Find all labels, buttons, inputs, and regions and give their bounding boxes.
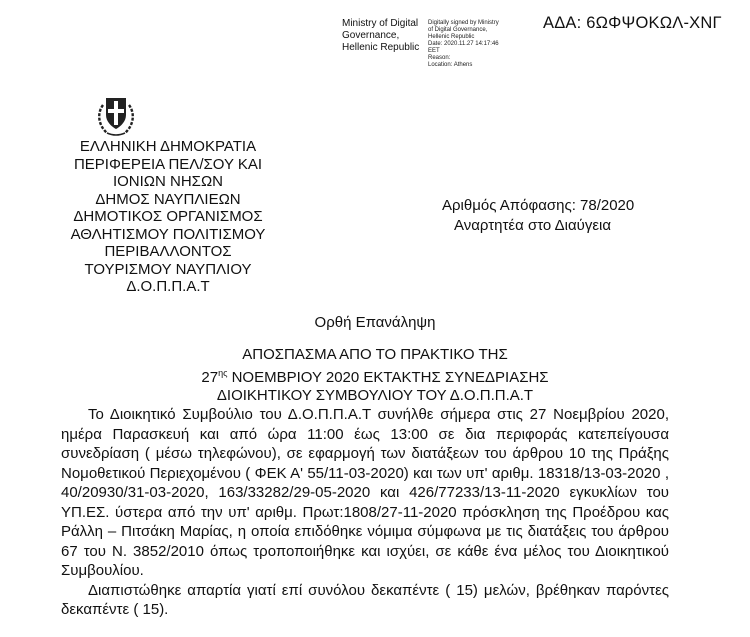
authority-line: Δ.Ο.Π.Π.Α.Τ (126, 278, 210, 295)
body-paragraph-1: Το Διοικητικό Συμβούλιο του Δ.Ο.Π.Π.Α.Τ συνήλθε σήμερα στις 27 Νοεμβρίου 2020, ημέρα Παρασκευή και από ώρα 11:00 έως 13:00 σε δια περιφοράς κατεπείγουσα συνεδρίαση ( μέσω τηλεφώνου), σε εφαρμογή των διατάξεων του άρθρου 10 της Πράξης Νομοθετικού Περιεχομένου ( ΦΕΚ Α' 55/11-03-2020) και των υπ' αριθμ. 18318/13-03-2020 , 40/20930/31-03-2020, 163/33282/29-05-2020 και 426/77233/13-11-2020 εγκυκλίων του ΥΠ.ΕΣ. ύστερα από την υπ' αριθμ. Πρωτ:1808/27-11-2020 πρόσκληση της Προέδρου κας Ράλλη – Πιτσάκη Μαρίας, η οποία επιδόθηκε νόμιμα σύμφωνα με τις διατάξεις του άρθρου 67 του Ν. 3852/2010 όπως τροποποιήθηκε και ισχύει, σε κάθε ένα μέλος του Διοικητικού Συμβουλίου. (61, 406, 669, 579)
authority-line: ΑΘΛΗΤΙΣΜΟΥ ΠΟΛΙΤΙΣΜΟΥ (70, 225, 266, 243)
heading-line-2 (0, 364, 750, 387)
signer-line: Ministry of Digital (342, 18, 419, 29)
signer-line: Governance, (342, 30, 400, 41)
signature-detail-line: Date: 2020.11.27 14:17:46 (428, 41, 499, 47)
heading-line-2-rest: ΝΟΕΜΒΡΙΟΥ 2020 ΕΚΤΑΚΤΗΣ ΣΥΝΕΔΡΙΑΣΗΣ (227, 369, 549, 386)
authority-line: ΔΗΜΟΤΙΚΟΣ ΟΡΓΑΝΙΣΜΟΣ (73, 208, 263, 225)
body-paragraph-2: Διαπιστώθηκε απαρτία γιατί επί συνόλου δεκαπέντε ( 15) μελών, βρέθηκαν παρόντες δεκαπέντε ( 15). (61, 581, 669, 618)
ada-code: ΑΔΑ: 6ΩΦΨΟΚΩΛ-ΧΝΓ (543, 14, 722, 32)
posting-note: Αναρτητέα στο Διαύγεια (454, 217, 612, 234)
signature-detail-line: Location: Athens (428, 62, 473, 68)
signature-detail-line: Digitally signed by Ministry (428, 20, 499, 26)
heading-ordinal-suffix: ης (218, 368, 228, 378)
digital-signature-signer (342, 18, 427, 54)
heading-day: 27 (201, 369, 219, 386)
signer-line: Hellenic Republic (342, 42, 420, 53)
heading-line-1: ΑΠΟΣΠΑΣΜΑ ΑΠΟ ΤΟ ΠΡΑΚΤΙΚΟ ΤΗΣ (242, 346, 508, 363)
decision-info (442, 196, 662, 236)
signature-detail-line: EET (428, 48, 440, 54)
authority-line: ΙΟΝΙΩΝ ΝΗΣΩΝ (112, 173, 224, 190)
signature-detail-line: Reason: (428, 55, 451, 61)
authority-line: ΠΕΡΙΦΕΡΕΙΑ ΠΕΛ/ΣΟΥ ΚΑΙ (73, 155, 263, 173)
heading-line-3: ΔΙΟΙΚΗΤΙΚΟΥ ΣΥΜΒΟΥΛΙΟΥ ΤΟΥ Δ.Ο.Π.Π.Α.Τ (216, 387, 534, 404)
correction-title: Ορθή Επανάληψη (314, 314, 436, 331)
excerpt-heading (0, 346, 750, 405)
signature-detail-line: of Digital Governance, (428, 27, 488, 33)
signature-detail-line: Hellenic Republic (428, 34, 475, 40)
authority-line: ΠΕΡΙΒΑΛΛΟΝΤΟΣ (104, 243, 232, 260)
decision-number: Αριθμός Απόφασης: 78/2020 (442, 197, 635, 214)
document-body (61, 405, 669, 620)
authority-line: ΕΛΛΗΝΙΚΗ ΔΗΜΟΚΡΑΤΙΑ (79, 138, 257, 155)
digital-signature-details (428, 20, 499, 69)
issuing-authority (52, 138, 284, 296)
authority-line: ΤΟΥΡΙΣΜΟΥ ΝΑΥΠΛΙΟΥ (84, 260, 252, 278)
greek-coat-of-arms-icon (95, 93, 137, 137)
authority-line: ΔΗΜΟΣ ΝΑΥΠΛΙΕΩΝ (95, 190, 241, 208)
